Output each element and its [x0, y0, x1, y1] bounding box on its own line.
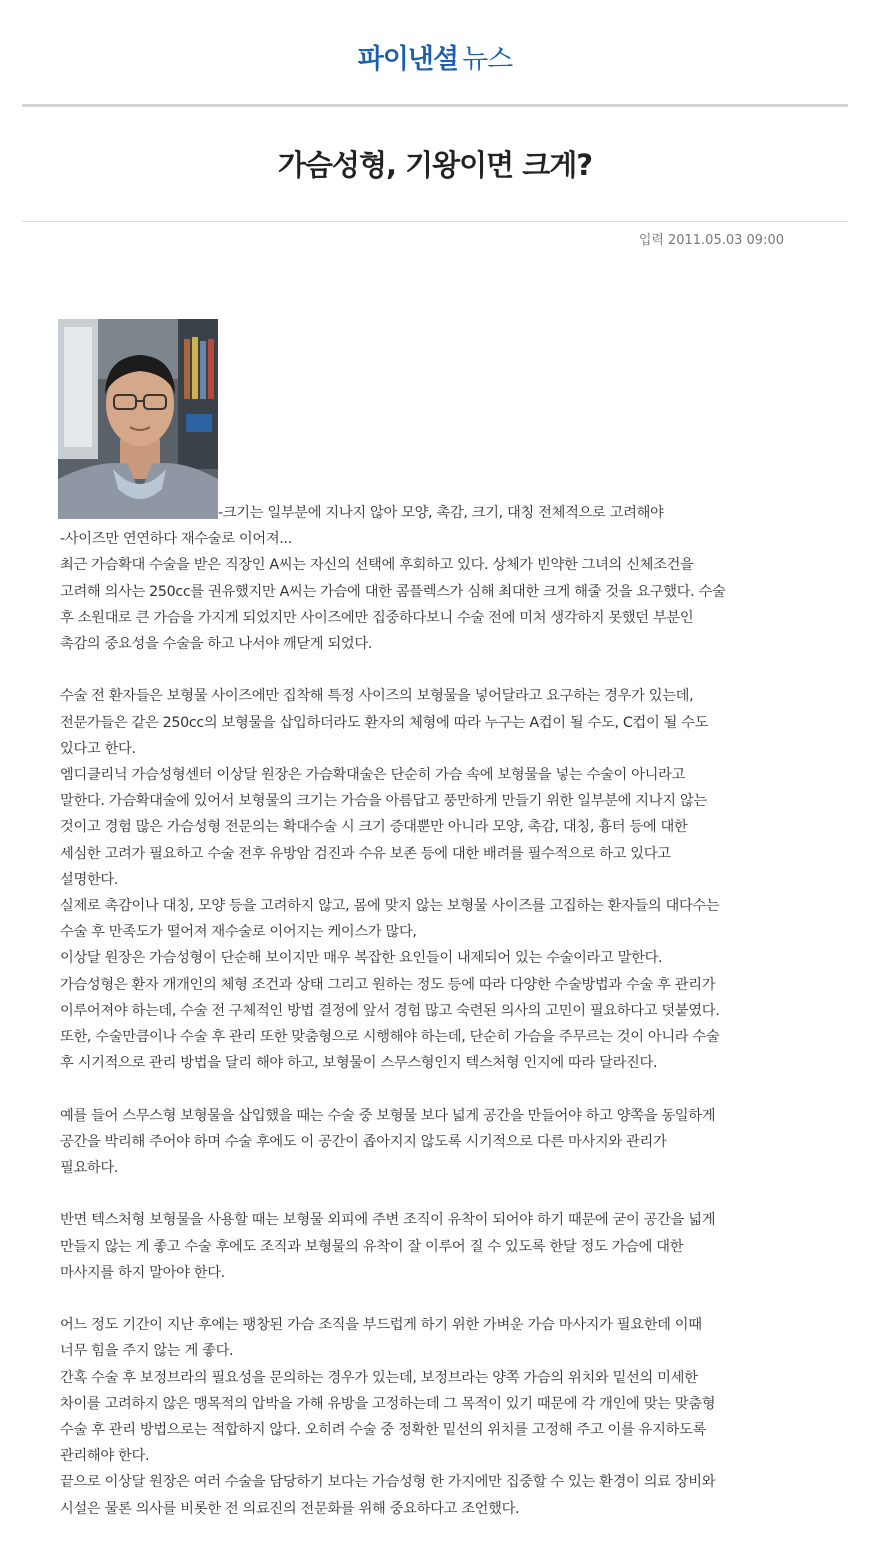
- paragraph-gap: [60, 657, 820, 683]
- logo-part-2: 뉴스: [462, 44, 513, 75]
- body-line: 후 소원대로 큰 가슴을 가지게 되었지만 사이즈에만 집중하다보니 수술 전에 미처 생각하지 못했던 부분인: [60, 609, 694, 626]
- body-line: 후 시기적으로 관리 방법을 달리 해야 하고, 보형물이 스무스형인지 텍스처형 인지에 따라 달라진다.: [60, 1055, 658, 1072]
- body-line: 예를 들어 스무스형 보형물을 삽입했을 때는 수술 중 보형물 보다 넓게 공간을 만들어야 하고 양쪽을 동일하게: [60, 1107, 716, 1124]
- header-divider: [22, 104, 848, 107]
- paragraph-gap: [60, 1076, 820, 1102]
- body-line: 설명한다.: [60, 871, 119, 888]
- doctor-portrait-image: [58, 319, 218, 519]
- body-line: 공간을 박리해 주어야 하며 수술 후에도 이 공간이 좁아지지 않도록 시기적으로 다른 마사지와 관리가: [60, 1133, 667, 1150]
- body-line: -사이즈만 연연하다 재수술로 이어져...: [60, 531, 292, 548]
- site-logo[interactable]: [0, 44, 870, 76]
- body-line: 촉감의 중요성을 수술을 하고 나서야 깨닫게 되었다.: [60, 636, 373, 653]
- title-divider: [22, 221, 848, 222]
- date-label: 입력: [638, 233, 664, 248]
- body-line: 차이를 고려하지 않은 맹목적의 압박을 가해 유방을 고정하는데 그 목적이 있기 때문에 각 개인에 맞는 맞춤형: [60, 1395, 716, 1412]
- article-photo: [58, 319, 218, 519]
- body-line: 간혹 수술 후 보정브라의 필요성을 문의하는 경우가 있는데, 보정브라는 양쪽 가슴의 위치와 밑선의 미세한: [60, 1369, 698, 1386]
- body-line: 수술 후 만족도가 떨어져 재수술로 이어지는 케이스가 많다,: [60, 924, 417, 941]
- body-line: 또한, 수술만큼이나 수술 후 관리 또한 맞춤형으로 시행해야 하는데, 단순히 가슴을 주무르는 것이 아니라 수술: [60, 1029, 720, 1046]
- body-line: 말한다. 가슴확대술에 있어서 보형물의 크기는 가슴을 아름답고 풍만하게 만들기 위한 일부분에 지나지 않는: [60, 793, 707, 810]
- paragraph-gap: [60, 1181, 820, 1207]
- article-title: 가슴성형, 기왕이면 크게?: [277, 148, 593, 182]
- body-line: 전문가들은 같은 250cc의 보형물을 삽입하더라도 환자의 체형에 따라 누구는 A컵이 될 수도, C컵이 될 수도: [60, 714, 709, 731]
- body-line: 이상달 원장은 가슴성형이 단순해 보이지만 매우 복잡한 요인들이 내제되어 있는 수술이라고 말한다.: [60, 950, 663, 967]
- body-line: 만들지 않는 게 좋고 수술 후에도 조직과 보형물의 유착이 잘 이루어 질 수 있도록 한달 정도 가슴에 대한: [60, 1238, 684, 1255]
- body-line: 엠디클리닉 가슴성형센터 이상달 원장은 가슴확대술은 단순히 가슴 속에 보형물을 넣는 수술이 아니라고: [60, 767, 685, 784]
- body-line: 너무 힘을 주지 않는 게 좋다.: [60, 1343, 234, 1360]
- body-line: 관리해야 한다.: [60, 1448, 150, 1465]
- body-line: 반면 텍스처형 보형물을 사용할 때는 보형물 외피에 주변 조직이 유착이 되어야 하기 때문에 굳이 공간을 넓게: [60, 1212, 716, 1229]
- body-line: 것이고 경험 많은 가슴성형 전문의는 확대수술 시 크기 증대뿐만 아니라 모양, 촉감, 대칭, 흉터 등에 대한: [60, 819, 688, 836]
- article-body: [60, 500, 820, 1522]
- body-line: 마사지를 하지 말아야 한다.: [60, 1264, 225, 1281]
- body-line: 이루어져야 하는데, 수술 전 구체적인 방법 결정에 앞서 경험 많고 숙련된 의사의 고민이 필요하다고 덧붙였다.: [60, 1002, 720, 1019]
- body-line: 수술 후 관리 방법으로는 적합하지 않다. 오히려 수술 중 정확한 밑선의 위치를 고정해 주고 이를 유지하도록: [60, 1422, 706, 1439]
- body-line: 끝으로 이상달 원장은 여러 수술을 담당하기 보다는 가슴성형 한 가지에만 집중할 수 있는 환경이 의료 장비와: [60, 1474, 716, 1491]
- logo-part-1: 파이낸셜: [357, 44, 459, 75]
- body-line: 어느 정도 기간이 지난 후에는 팽창된 가슴 조직을 부드럽게 하기 위한 가벼운 가슴 마사지가 필요한데 이때: [60, 1317, 702, 1334]
- body-line: 실제로 촉감이나 대칭, 모양 등을 고려하지 않고, 몸에 맞지 않는 보형물 사이즈를 고집하는 환자들의 대다수는: [60, 898, 720, 915]
- paragraph-gap: [60, 1286, 820, 1312]
- body-line: 수술 전 환자들은 보형물 사이즈에만 집착해 특정 사이즈의 보형물을 넣어달라고 요구하는 경우가 있는데,: [60, 688, 694, 705]
- body-line: 최근 가슴확대 수술을 받은 직장인 A씨는 자신의 선택에 후회하고 있다. 상체가 빈약한 그녀의 신체조건을: [60, 557, 694, 574]
- date-value: 2011.05.03 09:00: [667, 233, 784, 248]
- body-line: -크기는 일부분에 지나지 않아 모양, 촉감, 크기, 대칭 전체적으로 고려해야: [218, 505, 664, 521]
- body-line: 시설은 물론 의사를 비롯한 전 의료진의 전문화를 위해 중요하다고 조언했다.: [60, 1500, 520, 1517]
- body-line: 있다고 한다.: [60, 740, 136, 757]
- body-line: 세심한 고려가 필요하고 수술 전후 유방암 검진과 수유 보존 등에 대한 배려를 필수적으로 하고 있다고: [60, 845, 671, 862]
- publish-date: [635, 231, 784, 251]
- body-line: 필요하다.: [60, 1160, 119, 1177]
- body-line: 가슴성형은 환자 개개인의 체형 조건과 상태 그리고 원하는 정도 등에 따라 다양한 수술방법과 수술 후 관리가: [60, 976, 716, 993]
- body-line: 고려해 의사는 250cc를 권유했지만 A씨는 가슴에 대한 콤플렉스가 심해 최대한 크게 해줄 것을 요구했다. 수술: [60, 583, 726, 600]
